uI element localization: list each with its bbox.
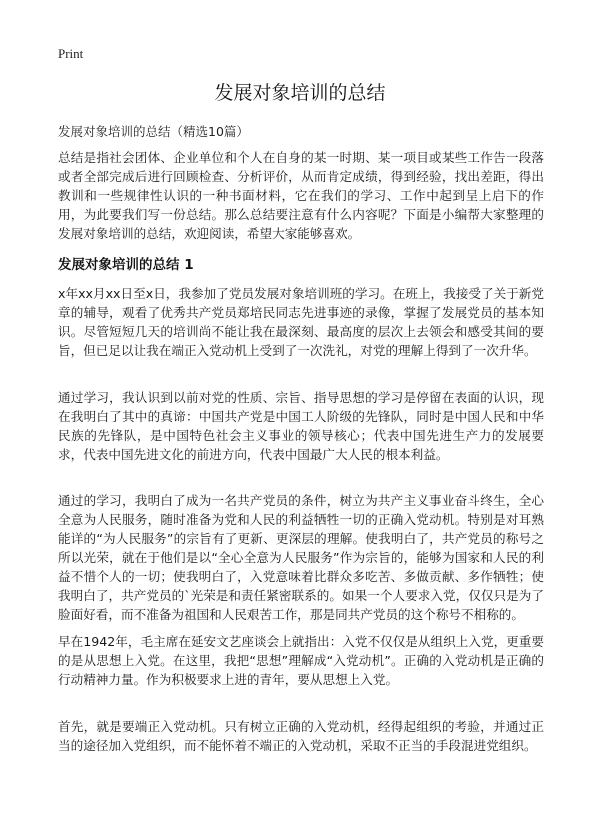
print-link[interactable]: Print: [58, 46, 84, 61]
body-paragraph-3: 通过的学习，我明白了成为一名共产党员的条件，树立为共产主义事业奋斗终生，全心全意为人民服务，随时准备为党和人民的利益牺牲一切的正确入党动机。特别是对耳熟能详的“为人民服务”的宗旨有了更新、更深层的理解。使我明白了，共产党员的称号之所以光荣，就在于他们是以“全心全意为人民服务”作为宗旨的，能够为国家和人民的利益不惜个人的一切；使我明白了，入党意味着比群众多吃苦、多做贡献、多作牺牲；使我明白了，共产党员的`光荣是和责任紧密联系的。如果一个人要求入党，仅仅只是为了脸面好看，而不准备为祖国和人民艰苦工作，那是同共产党员的这个称号不相称的。: [58, 493, 544, 622]
body-paragraph-2: 通过学习，我认识到以前对党的性质、宗旨、指导思想的学习是停留在表面的认识，现在我明白了其中的真谛：中国共产党是中国工人阶级的先锋队，同时是中国人民和中华民族的先锋队，是中国特色社会主义事业的领导核心；代表中国先进生产力的发展要求，代表中国先进文化的前进方向，代表中国最广大人民的根本利益。: [58, 390, 544, 462]
intro-paragraph: 总结是指社会团体、企业单位和个人在自身的某一时期、某一项目或某些工作告一段落或者全部完成后进行回顾检查、分析评价，从而肯定成绩，得到经验，找出差距，得出教训和一些规律性认识的一种书面材料，它在我们的学习、工作中起到呈上启下的作用，为此要我们写一份总结。那么总结要注意有什么内容呢？下面是小编帮大家整理的发展对象培训的总结，欢迎阅读，希望大家能够喜欢。: [58, 150, 544, 241]
body-paragraph-5: 首先，就是要端正入党动机。只有树立正确的入党动机，经得起组织的考验，并通过正当的途径加入党组织，而不能怀着不端正的入党动机，采取不正当的手段混进党组织。: [58, 719, 544, 753]
section-heading: 发展对象培训的总结 1: [58, 257, 194, 273]
body-paragraph-1: x年xx月xx日至x日，我参加了党员发展对象培训班的学习。在班上，我接受了关于新党章的辅导，观看了优秀共产党员郑培民同志先进事迹的录像，掌握了发展党员的基本知识。尽管短短几天的培训尚不能让我在最深刻、最高度的层次上去领会和感受其间的要旨，但已足以让我在端正入党动机上受到了一次洗礼，对党的理解上得到了一次升华。: [58, 286, 544, 358]
document-subtitle: 发展对象培训的总结（精选10篇）: [58, 124, 249, 139]
body-paragraph-4: 早在1942年，毛主席在延安文艺座谈会上就指出：入党不仅仅是从组织上入党，更重要的是从思想上入党。在这里，我把“思想”理解成“入党动机”。正确的入党动机是正确的行动精神力量。作为积极要求上进的青年，要从思想上入党。: [58, 634, 544, 687]
document-title: 发展对象培训的总结: [214, 82, 386, 104]
